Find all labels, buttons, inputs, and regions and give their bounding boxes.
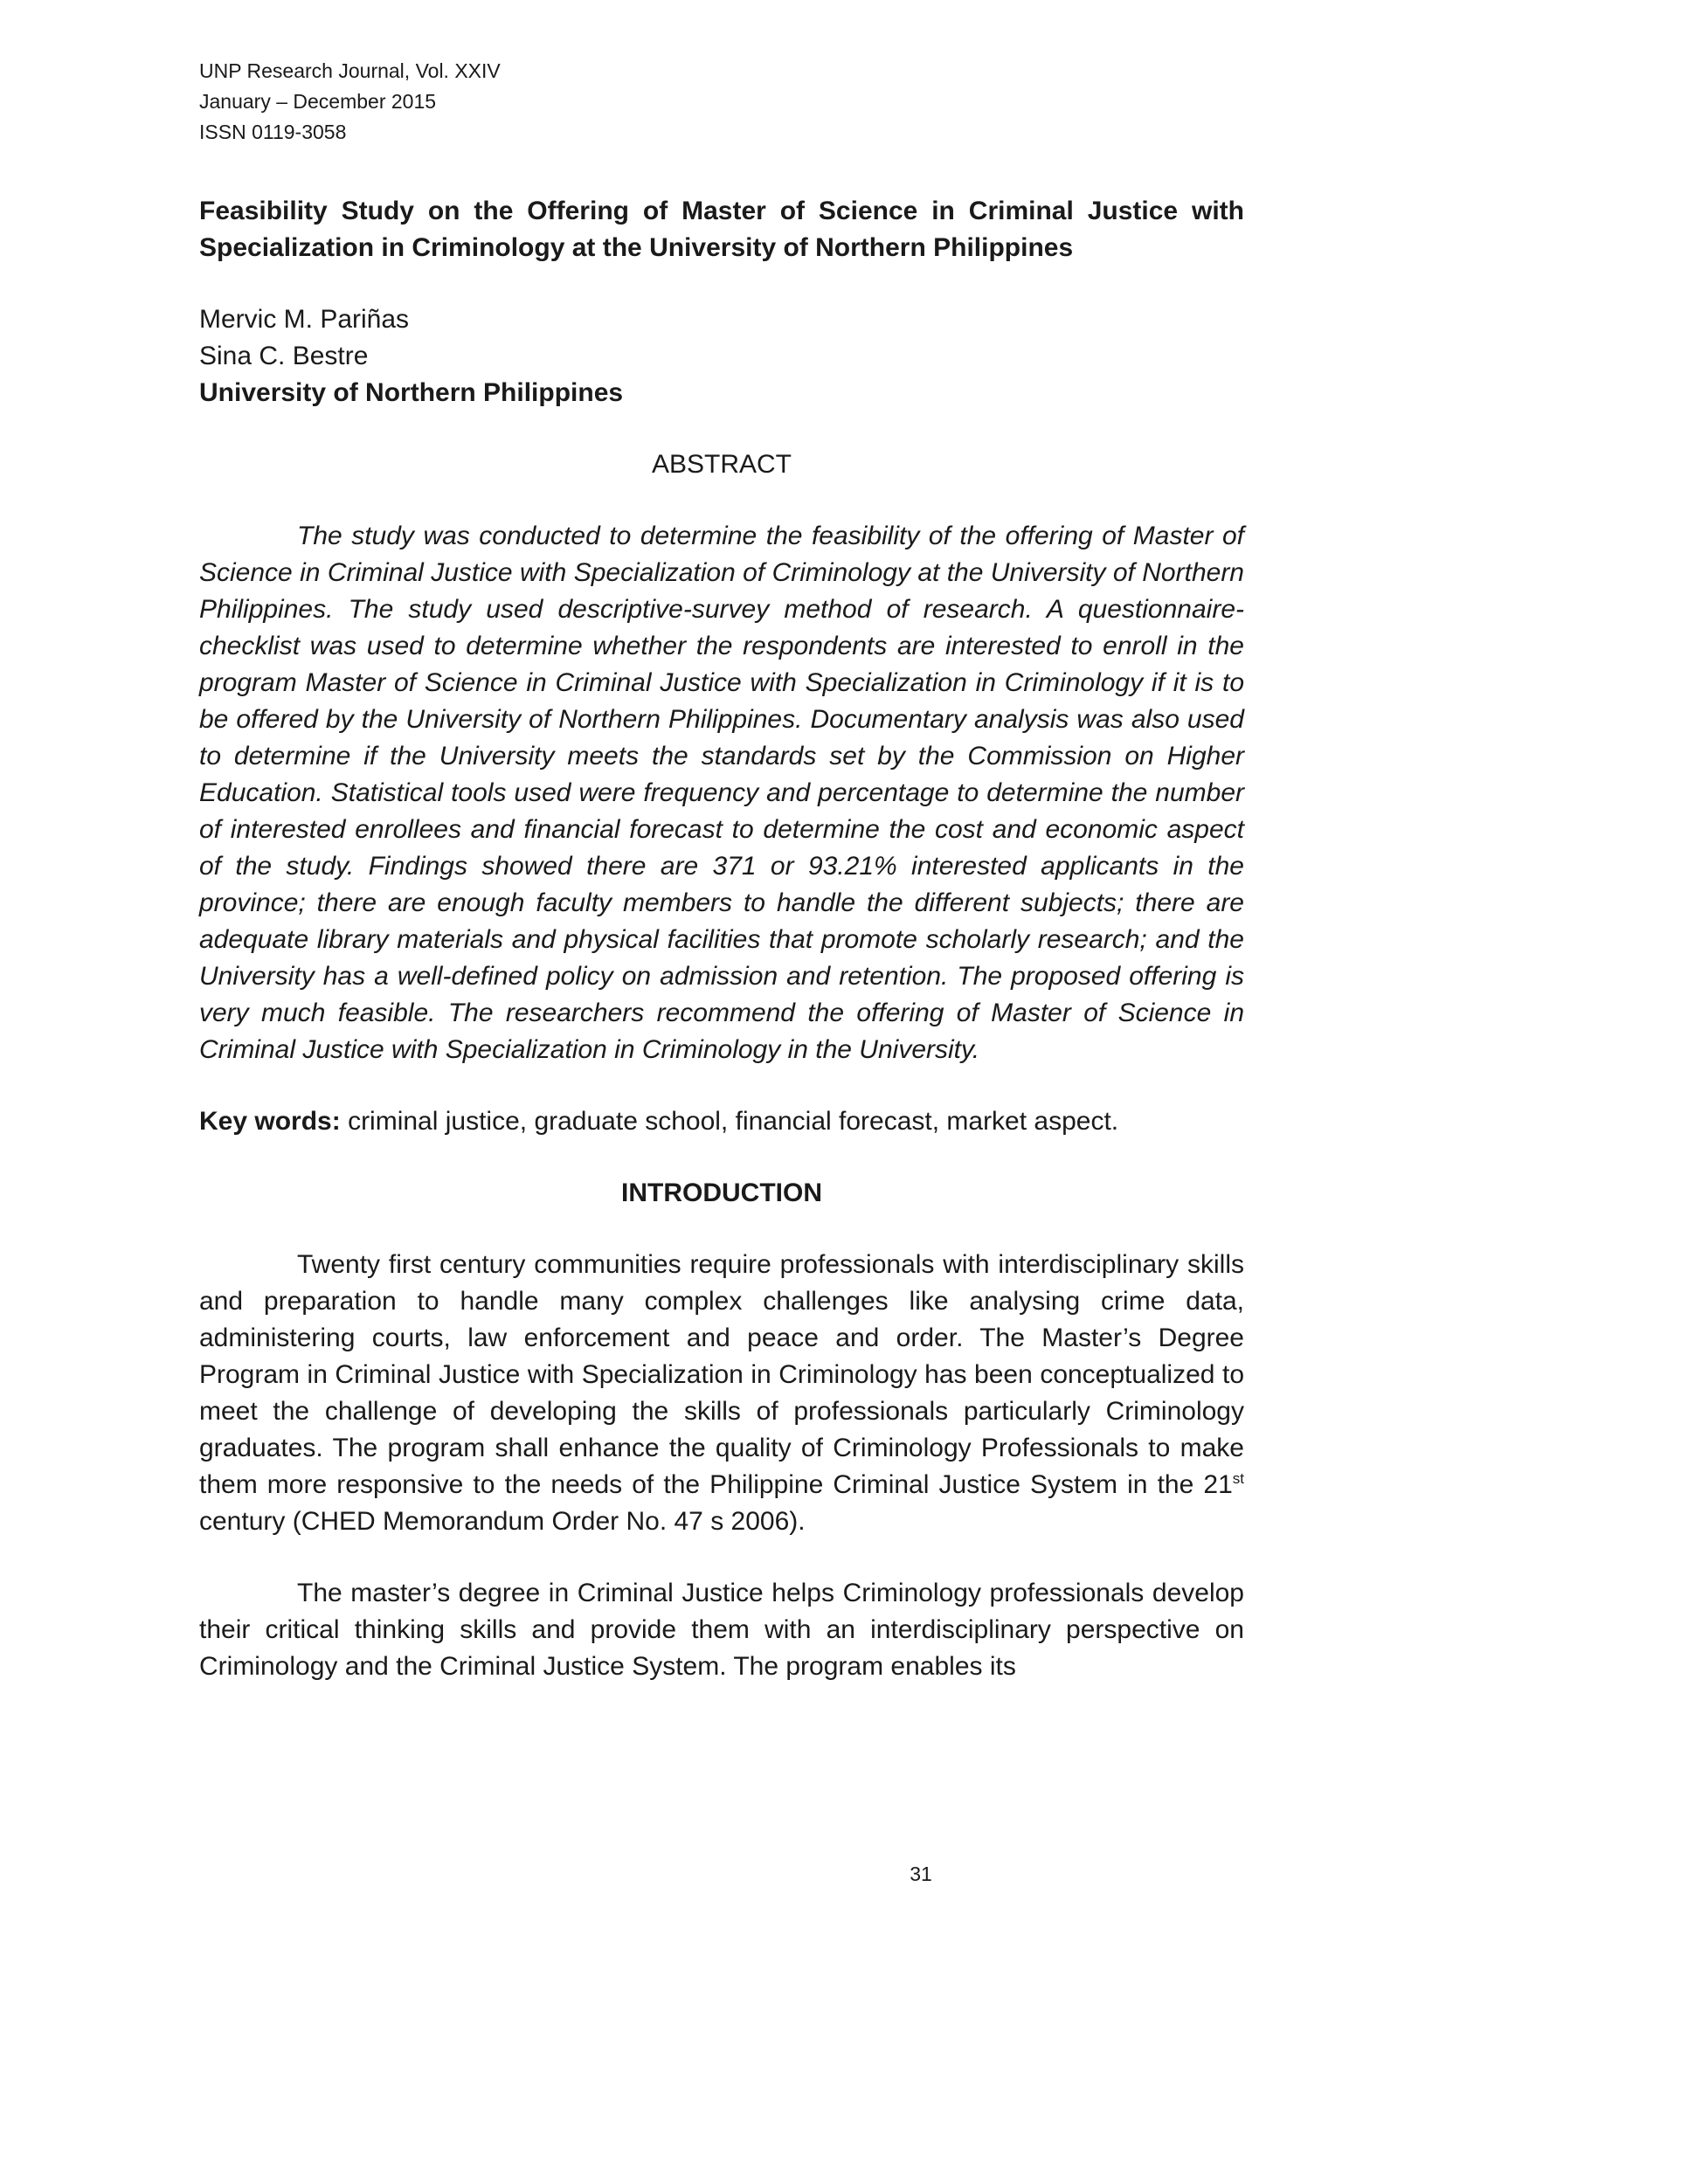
author-name: Mervic M. Pariñas: [199, 305, 410, 334]
abstract-heading: ABSTRACT: [651, 450, 792, 479]
paper-title: Feasibility Study on the Offering of Master of Science in Criminal Justice with Specialization in Criminology at the University of Northern Philippines: [199, 197, 1244, 262]
introduction-paragraph: The master’s degree in Criminal Justice helps Criminology professionals develop their critical thinking skills and provide them with an interdisciplinary perspective on Criminology and the Criminal Justice System. The program enables its: [199, 1579, 1244, 1681]
author-name: Sina C. Bestre: [199, 342, 369, 370]
author-affiliation: University of Northern Philippines: [199, 378, 624, 407]
keywords-text: criminal justice, graduate school, financial forecast, market aspect.: [348, 1107, 1119, 1136]
intro-text-part: century (CHED Memorandum Order No. 47 s 2006).: [199, 1507, 806, 1536]
journal-header: [199, 56, 1244, 148]
keywords-label: Key words:: [199, 1107, 341, 1136]
journal-name: UNP Research Journal, Vol. XXIV: [199, 59, 501, 82]
introduction-paragraph: [199, 1247, 1244, 1540]
abstract-body: The study was conducted to determine the feasibility of the offering of Master of Science in Criminal Justice with Specialization of Criminology at the University of Northern Philippines. The study used descriptive-survey method of research. A questionnaire-checklist was used to determine whether the respondents are interested to enroll in the program Master of Science in Criminal Justice with Specialization in Criminology if it is to be offered by the University of Northern Philippines. Documentary analysis was also used to determine if the University meets the standards set by the Commission on Higher Education. Statistical tools used were frequency and percentage to determine the number of interested enrollees and financial forecast to determine the cost and economic aspect of the study. Findings showed there are 371 or 93.21% interested applicants in the province; there are enough faculty members to handle the different subjects; there are adequate library materials and physical facilities that promote scholarly research; and the University has a well-defined policy on admission and retention. The proposed offering is very much feasible. The researchers recommend the offering of Master of Science in Criminal Justice with Specialization in Criminology in the University.: [199, 522, 1244, 1064]
page-number: 31: [910, 1863, 932, 1885]
intro-text-part: Twenty first century communities require professionals with interdisciplinary skills and preparation to handle many complex challenges like analysing crime data, administering courts, law enforcement and peace and order. The Master’s Degree Program in Criminal Justice with Specialization in Criminology has been conceptualized to meet the challenge of developing the skills of professionals particularly Criminology graduates. The program shall enhance the quality of Criminology Professionals to make them more responsive to the needs of the Philippine Criminal Justice System in the 21: [199, 1250, 1244, 1499]
paper-page: [199, 56, 1244, 1885]
introduction-heading: INTRODUCTION: [621, 1178, 822, 1207]
ordinal-superscript: st: [1232, 1470, 1244, 1487]
author-block: [199, 301, 1244, 411]
keywords: [199, 1103, 1244, 1140]
journal-period: January – December 2015: [199, 90, 437, 113]
journal-issn: ISSN 0119-3058: [199, 121, 347, 143]
